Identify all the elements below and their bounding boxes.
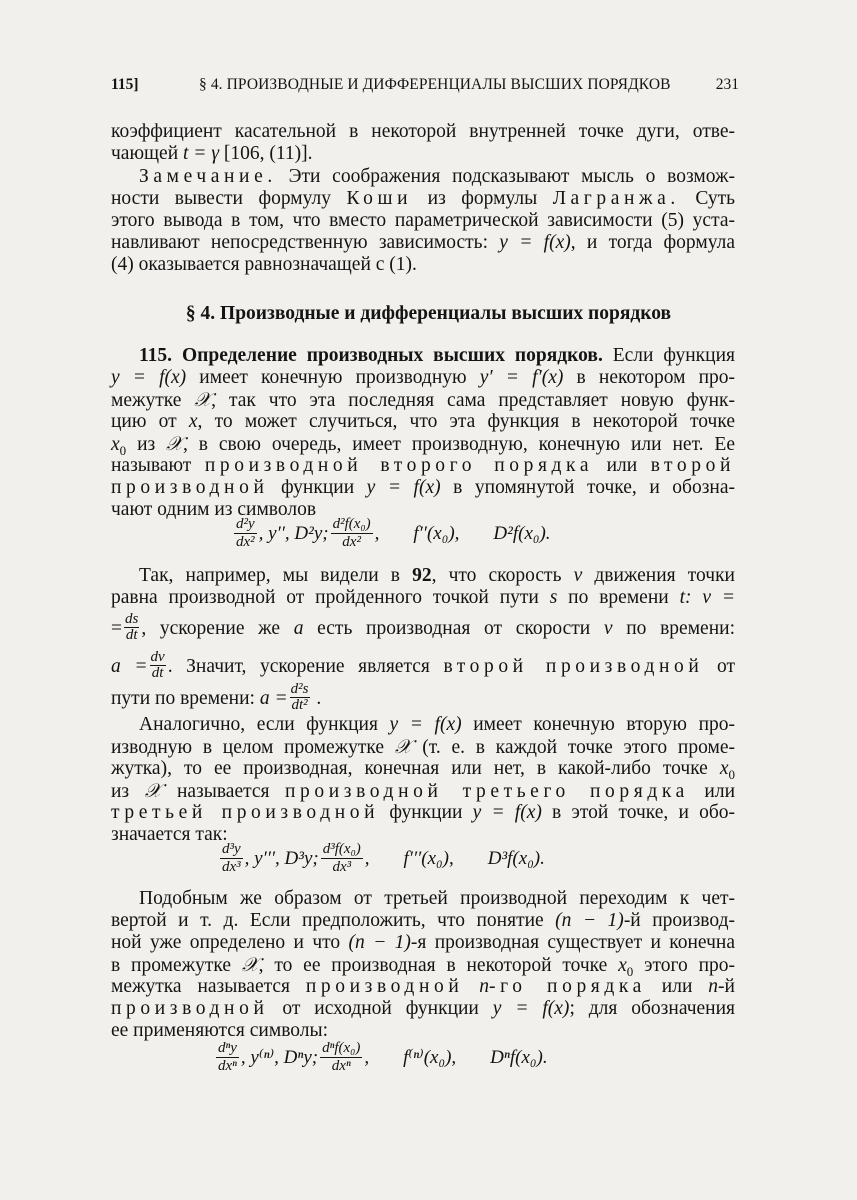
remark-line: ности вывести формулу Коши из формулы Лагранжа. Суть (111, 188, 735, 209)
header-running-title: § 4. ПРОИЗВОДНЫЕ И ДИФФЕРЕНЦИАЛЫ ВЫСШИХ ПОРЯДКОВ (199, 76, 671, 93)
paragraph-line: равна производной от пройденного точкой пути s по времени t: v = (111, 587, 736, 608)
paragraph-line: Так, например, мы видели в 92, что скорость v движения точки (139, 565, 735, 586)
paragraph-line: = $\frac{ds}{dt}$ , ускорение же a есть производная от скорости v по времени: (111, 611, 735, 643)
paragraph-line: производной от исходной функции y = f(x); для обозначения (111, 998, 736, 1019)
paragraph-line: жутка), то ее производная, конечная или нет, в какой-либо точке $x_0$ (111, 758, 735, 782)
header-section-number: 115] (111, 76, 139, 93)
text-line: чающей t = γ [106, (11)]. (111, 143, 313, 164)
page-number: 231 (715, 76, 739, 93)
paragraph-line: пути по времени: a = $\frac{\text{d²s}}{\text{dt²}}$ . (111, 681, 322, 713)
formula-nth-derivative: $\frac{\text{dⁿy}}{\text{dxⁿ}}$ , y⁽ⁿ⁾, Dⁿy; $\frac{\text{dⁿf(x₀)}}{\text{dxⁿ}}$ , f⁽ⁿ⁾(x₀), Dⁿf(x₀). (218, 1040, 548, 1074)
paragraph-line: производной функции y = f(x) в упомянутой точке, и обозна- (111, 477, 735, 498)
paragraph-line: изводную в целом промежутке 𝒳 (т. е. в каждой точке этого проме- (111, 735, 735, 758)
paragraph-line: межутке 𝒳, так что эта последняя сама представляет новую функ- (111, 388, 736, 411)
paragraph-line: Подобным же образом от третьей производной переходим к чет- (139, 888, 735, 909)
paragraph-line: вертой и т. д. Если предположить, что понятие (n − 1)-й производ- (111, 910, 735, 931)
paragraph-line: в промежутке 𝒳, то ее производная в некоторой точке $x_0$ этого про- (111, 953, 736, 979)
formula-third-derivative: $\frac{\text{d³y}}{\text{dx³}}$ , y′′′, D³y; $\frac{\text{d³f(x₀)}}{\text{dx³}}$ , f′′′(x₀), D³f(x₀). (222, 841, 545, 875)
running-header (111, 76, 739, 100)
paragraph-line: называют производной второго порядка или второй (111, 455, 735, 476)
formula-second-derivative: $\frac{\text{d²y}}{\text{dx²}}$ , y′′, D²y; $\frac{\text{d²f(x₀)}}{\text{dx²}}$ , f′′(x₀), D²f(x₀). (236, 516, 551, 550)
paragraph-line: 115. Определение производных высших порядков. Если функция (139, 345, 735, 366)
paragraph-line: третьей производной функции y = f(x) в этой точке, и обо- (111, 802, 736, 823)
remark-line: этого вывода в том, что вместо параметрической зависимости (5) уста- (111, 210, 735, 231)
paragraph-line: цию от x, то может случиться, что эта функция в некоторой точке (111, 411, 735, 432)
paragraph-line: $x_0$ из 𝒳, в свою очередь, имеет производную, конечную или нет. Ее (111, 432, 736, 458)
paragraph-line: Аналогично, если функция y = f(x) имеет конечную вторую про- (139, 714, 736, 735)
paragraph-line: из 𝒳 называется производной третьего порядка или (111, 779, 736, 802)
paragraph-line: a = $\frac{dv}{dt}$ . Значит, ускорение является второй производной от (111, 649, 736, 681)
paragraph-line: ной уже определено и что (n − 1)-я производная существует и конечна (111, 932, 735, 953)
paragraph-line: ее применяются символы: (111, 1020, 329, 1041)
paragraph-line: y = f(x) имеет конечную производную y′ = f′(x) в некотором про- (111, 367, 736, 388)
section-title: § 4. Производные и дифференциалы высших порядков (185, 303, 672, 324)
text-line: коэффициент касательной в некоторой внутренней точке дуги, отве- (111, 121, 735, 142)
remark-label: Замечание. (139, 166, 277, 187)
subsection-heading: 115. Определение производных высших порядков. (139, 345, 603, 366)
remark-line: навливают непосредственную зависимость: y = f(x), и тогда формула (111, 232, 736, 253)
paragraph-line: межутка называется производной n-го порядка или n-й (111, 976, 735, 997)
paragraph-line: чают одним из символов (111, 499, 317, 520)
remark-line: Замечание. Эти соображения подсказывают мысль о возмож- (139, 166, 735, 187)
remark-line: (4) оказывается равнозначащей с (1). (111, 254, 417, 275)
paragraph-line: значается так: (111, 824, 228, 845)
